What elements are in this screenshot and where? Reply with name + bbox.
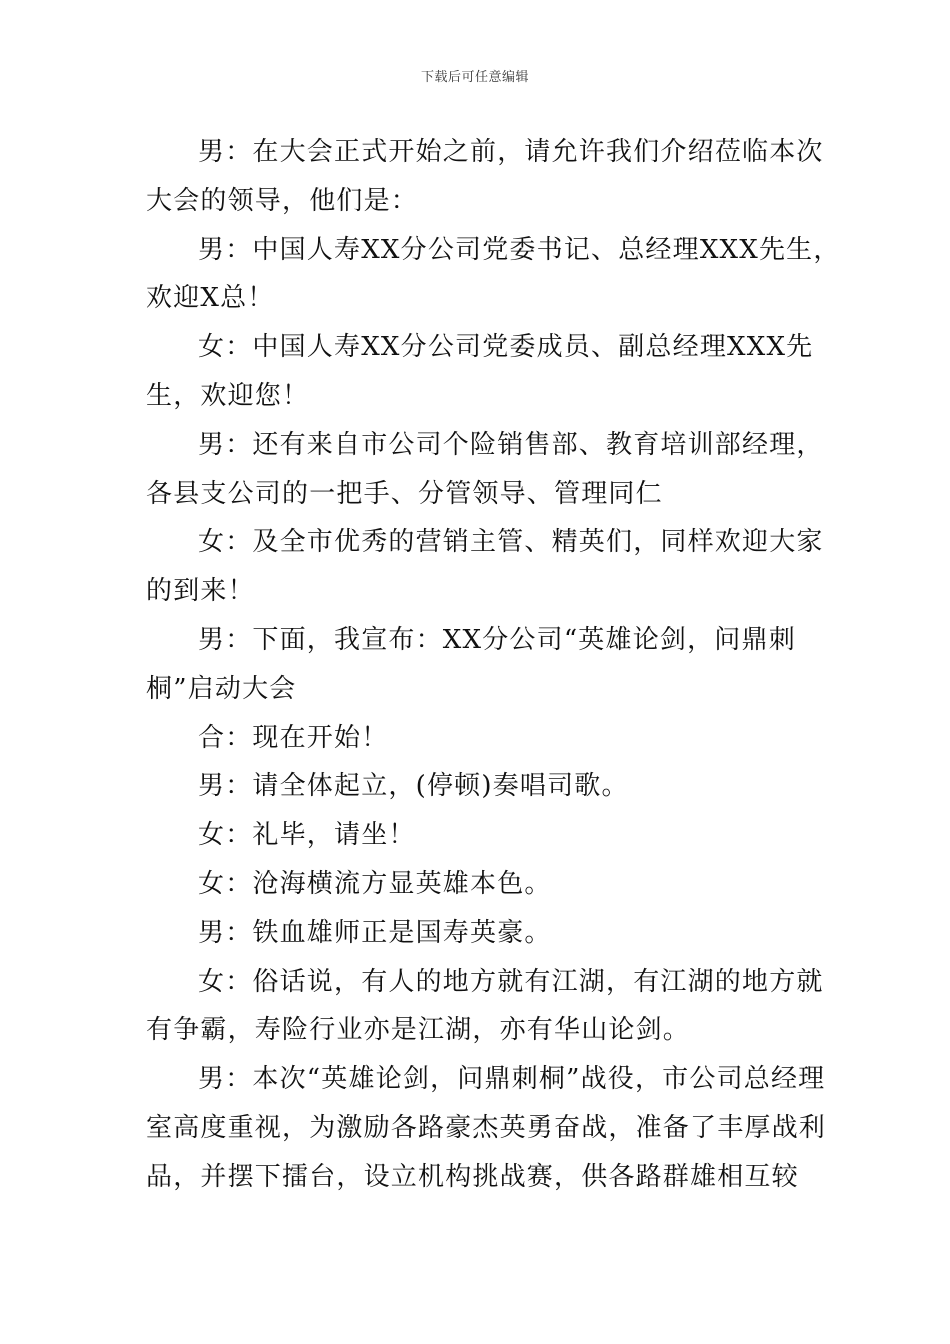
paragraph: 合：现在开始！ bbox=[198, 722, 389, 753]
paragraph: 女：礼毕，请坐！ bbox=[198, 820, 416, 851]
paragraph: 男：在大会正式开始之前，请允许我们介绍莅临本次大会的领导，他们是： bbox=[146, 137, 824, 216]
document-body bbox=[146, 128, 846, 1202]
paragraph: 男：本次“英雄论剑，问鼎刺桐”战役，市公司总经理室高度重视，为激励各路豪杰英勇奋战，准备了丰厚战利品，并摆下擂台，设立机构挑战赛，供各路群雄相互较 bbox=[146, 1064, 827, 1192]
paragraph: 男：铁血雄师正是国寿英豪。 bbox=[198, 917, 552, 948]
paragraph: 女：中国人寿XX分公司党委成员、副总经理XXX先生，欢迎您！ bbox=[146, 332, 814, 411]
page-header: 下载后可任意编辑 bbox=[420, 70, 529, 85]
paragraph: 女：及全市优秀的营销主管、精英们，同样欢迎大家的到来！ bbox=[146, 527, 824, 607]
paragraph: 男：下面，我宣布：XX分公司“英雄论剑，问鼎刺桐”启动大会 bbox=[146, 624, 796, 704]
paragraph: 男：还有来自市公司个险销售部、教育培训部经理，各县支公司的一把手、分管领导、管理同仁 bbox=[146, 429, 824, 509]
paragraph: 男：中国人寿XX分公司党委书记、总经理XXX先生，欢迎X总！ bbox=[146, 234, 841, 314]
paragraph: 女：俗话说，有人的地方就有江湖，有江湖的地方就有争霸，寿险行业亦是江湖，亦有华山论剑。 bbox=[146, 966, 824, 1046]
paragraph: 男：请全体起立，(停顿)奏唱司歌。 bbox=[198, 771, 629, 802]
paragraph: 女：沧海横流方显英雄本色。 bbox=[198, 868, 552, 899]
